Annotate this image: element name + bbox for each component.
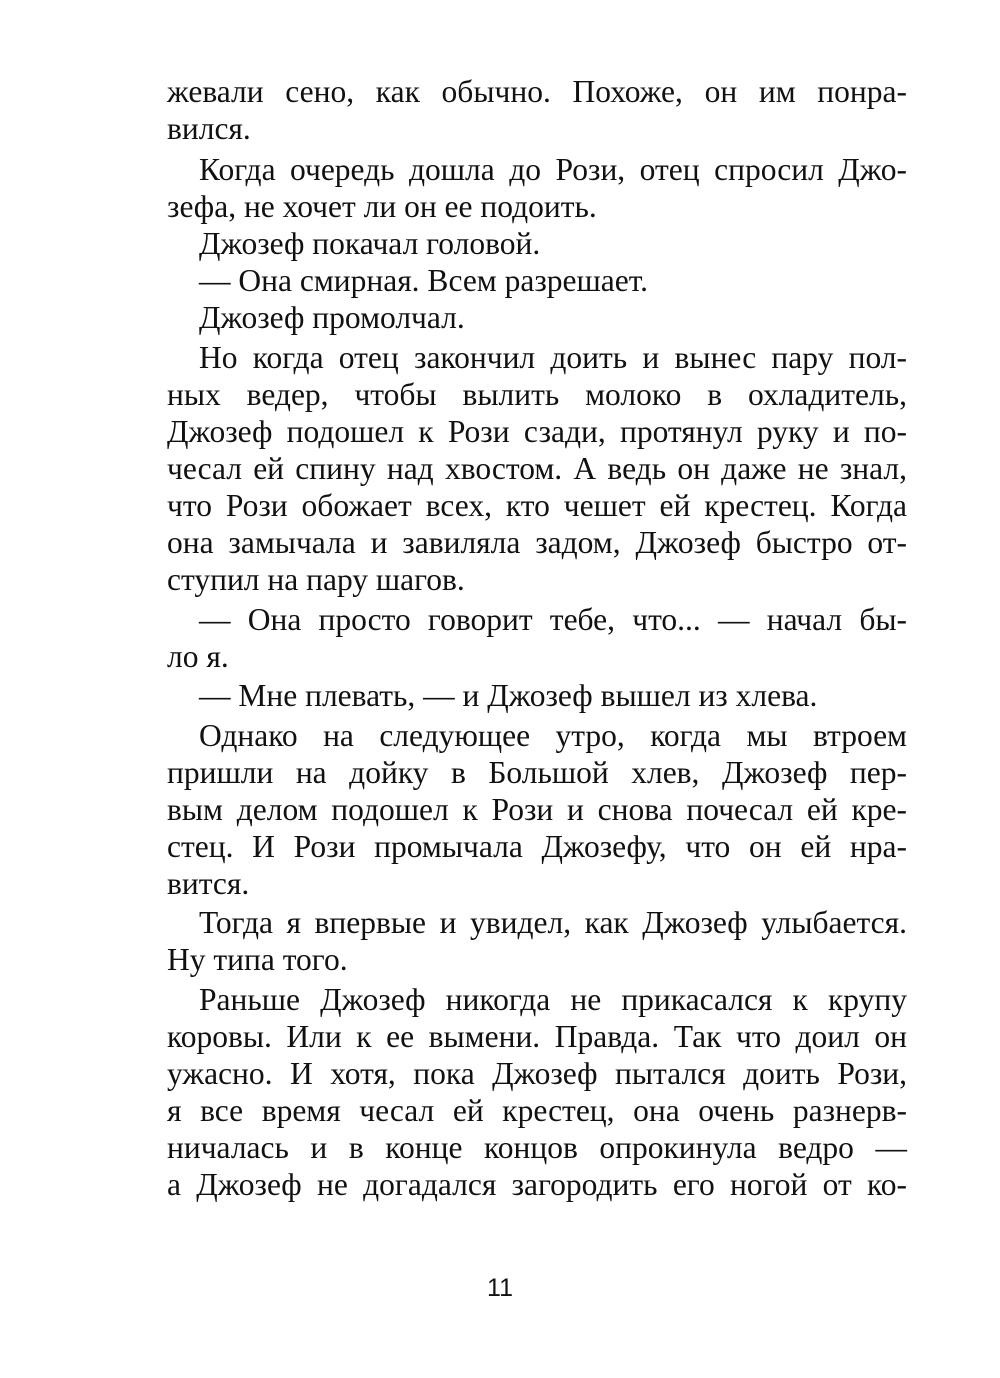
- text-line: ло я.: [167, 639, 229, 674]
- text-line: Ну типа того.: [167, 942, 348, 977]
- text-line: она замычала и завиляла задом, Джозеф быстро от-: [167, 525, 907, 560]
- text-line: пришли на дойку в Большой хлев, Джозеф пер-: [167, 755, 907, 790]
- text-line: ужасно. И хотя, пока Джозеф пытался доить Рози,: [167, 1056, 907, 1091]
- text-line: Тогда я впервые и увидел, как Джозеф улыбается.: [199, 905, 907, 940]
- text-line: вится.: [167, 866, 250, 901]
- text-line: коровы. Или к ее вымени. Правда. Так что доил он: [167, 1019, 907, 1054]
- text-line: Однако на следующее утро, когда мы втроем: [199, 718, 907, 753]
- text-line: Но когда отец закончил доить и вынес пару пол-: [199, 340, 907, 375]
- text-line: вым делом подошел к Рози и снова почесал ей кре-: [167, 792, 907, 827]
- text-line: — Она смирная. Всем разрешает.: [199, 263, 648, 298]
- text-line: Джозеф подошел к Рози сзади, протянул руку и по-: [167, 414, 907, 449]
- text-line: Раньше Джозеф никогда не прикасался к крупу: [199, 982, 907, 1017]
- text-line: а Джозеф не догадался загородить его ногой от ко-: [167, 1167, 907, 1202]
- text-line: зефа, не хочет ли он ее подоить.: [167, 189, 597, 224]
- text-line: что Рози обожает всех, кто чешет ей крестец. Когда: [167, 488, 907, 523]
- text-line: вился.: [167, 111, 251, 146]
- text-line: ничалась и в конце концов опрокинула ведро —: [167, 1130, 907, 1165]
- text-line: ных ведер, чтобы вылить молоко в охладитель,: [167, 377, 907, 412]
- text-line: — Она просто говорит тебе, что... — начал бы-: [199, 602, 907, 637]
- text-line: чесал ей спину над хвостом. А ведь он даже не знал,: [167, 451, 907, 486]
- text-line: Джозеф покачал головой.: [199, 226, 541, 261]
- text-line: ступил на пару шагов.: [167, 562, 465, 597]
- text-line: Когда очередь дошла до Рози, отец спросил Джо-: [199, 152, 907, 187]
- text-line: стец. И Рози промычала Джозефу, что он ей нра-: [167, 829, 907, 864]
- text-line: Джозеф промолчал.: [199, 300, 465, 335]
- page-number: 11: [487, 1274, 513, 1302]
- text-line: — Мне плевать, — и Джозеф вышел из хлева.: [199, 678, 818, 713]
- text-line: жевали сено, как обычно. Похоже, он им понра-: [167, 74, 907, 109]
- text-line: я все время чесал ей крестец, она очень разнерв-: [167, 1093, 907, 1128]
